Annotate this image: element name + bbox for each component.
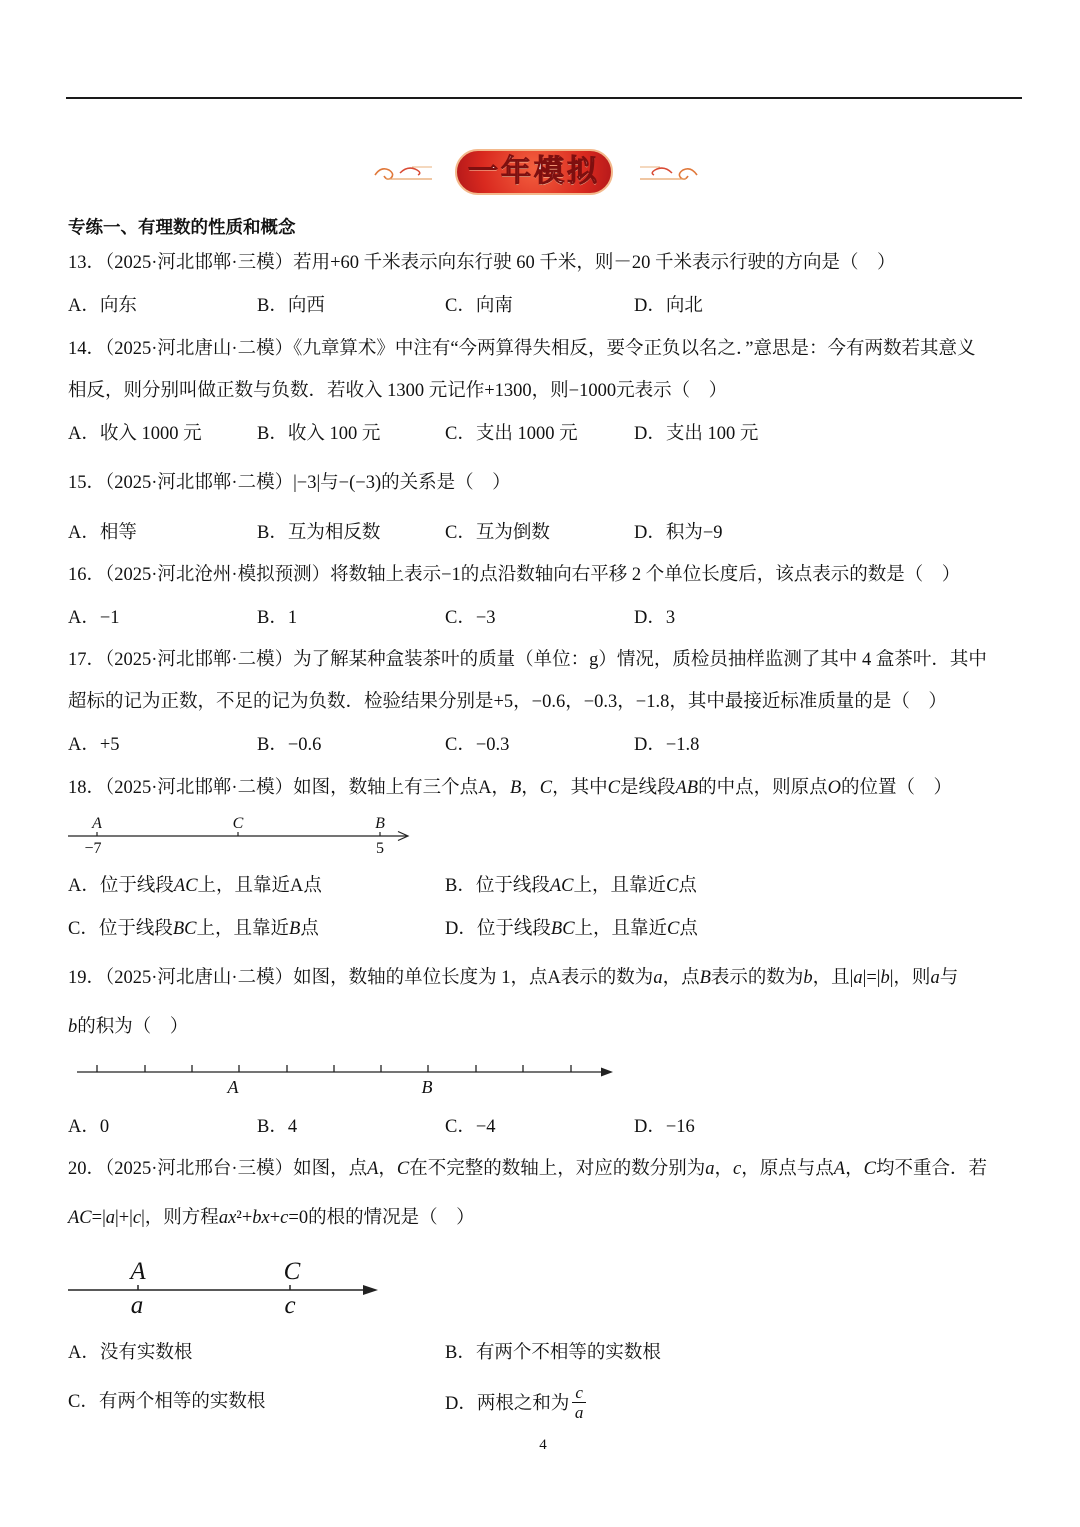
text-segment: ， bbox=[714, 1159, 734, 1179]
option-label: B． bbox=[257, 523, 288, 543]
option-text bbox=[288, 735, 322, 755]
banner-badge bbox=[455, 149, 613, 195]
text-segment: 向西 bbox=[287, 296, 325, 316]
number-line-figure bbox=[60, 1252, 390, 1322]
math-variable: a bbox=[705, 1159, 715, 1179]
text-segment: 16．（2025·河北沧州·模拟预测）将数轴上表示−1的点沿数轴向右平移 2 个单位长度后，该点表示的数是（ ） bbox=[68, 565, 961, 585]
option-label: A． bbox=[68, 296, 100, 316]
math-variable: b bbox=[68, 1017, 78, 1037]
question-stem-continued bbox=[68, 1206, 475, 1230]
option-a bbox=[68, 294, 137, 318]
option-label: A． bbox=[68, 523, 100, 543]
point-label-b: B bbox=[421, 1077, 433, 1097]
option-d bbox=[445, 1382, 586, 1422]
fraction-numerator: c bbox=[572, 1384, 586, 1403]
option-c bbox=[68, 917, 319, 941]
option-d bbox=[445, 917, 698, 941]
option-text bbox=[476, 735, 510, 755]
option-label: C． bbox=[445, 424, 476, 444]
section-title: 专练一、有理数的性质和概念 bbox=[68, 218, 296, 238]
option-label: B． bbox=[257, 608, 288, 628]
text-segment: ， bbox=[378, 1159, 397, 1179]
text-segment: + bbox=[269, 1208, 281, 1228]
math-variable: B bbox=[509, 778, 522, 798]
option-text bbox=[476, 876, 697, 896]
text-segment: 向南 bbox=[475, 296, 513, 316]
option-a bbox=[68, 1115, 109, 1139]
option-text bbox=[666, 1117, 695, 1137]
math-variable: BC bbox=[172, 919, 197, 939]
text-segment: 19．（2025·河北唐山·二模）如图，数轴的单位长度为 1，点A表示的数为 bbox=[68, 968, 654, 988]
text-segment: 的位置（ ） bbox=[840, 778, 952, 798]
point-label-a: A bbox=[130, 1258, 146, 1285]
fraction-denominator: a bbox=[574, 1402, 584, 1422]
option-d bbox=[634, 733, 699, 757]
axis-arrow-icon bbox=[601, 1068, 613, 1077]
option-text bbox=[288, 1117, 297, 1137]
math-variable: a bbox=[930, 968, 940, 988]
option-label: C． bbox=[445, 735, 476, 755]
math-variable: AC bbox=[173, 876, 198, 896]
text-segment: 点 bbox=[300, 919, 319, 939]
text-segment: −0.3 bbox=[475, 735, 510, 755]
option-b bbox=[257, 606, 297, 630]
option-text bbox=[476, 1343, 661, 1363]
page-number: 4 bbox=[539, 1437, 547, 1453]
option-label: C． bbox=[445, 608, 476, 628]
text-segment: 位于线段 bbox=[476, 919, 551, 939]
option-text bbox=[476, 296, 513, 316]
option-d bbox=[634, 606, 675, 630]
question-stem bbox=[68, 966, 958, 990]
option-label: B． bbox=[257, 296, 288, 316]
math-variable: c bbox=[280, 1208, 289, 1228]
text-segment: ，且| bbox=[812, 968, 854, 988]
option-text bbox=[666, 523, 723, 543]
question-stem bbox=[68, 1157, 987, 1181]
text-segment: −4 bbox=[475, 1117, 496, 1137]
option-text bbox=[100, 1343, 193, 1363]
option-d bbox=[634, 294, 703, 318]
option-text bbox=[100, 296, 137, 316]
text-segment: 在不完整的数轴上，对应的数分别为 bbox=[409, 1159, 706, 1179]
option-label: B． bbox=[257, 1117, 288, 1137]
text-segment: 表示的数为 bbox=[710, 968, 804, 988]
option-label: D． bbox=[634, 608, 666, 628]
question-stem bbox=[68, 648, 987, 672]
text-segment: 积为−9 bbox=[665, 523, 723, 543]
option-b bbox=[257, 733, 321, 757]
text-segment: =| bbox=[91, 1208, 106, 1228]
option-text bbox=[476, 1117, 496, 1137]
option-label: A． bbox=[68, 424, 100, 444]
option-b bbox=[257, 422, 380, 446]
option-c bbox=[68, 1390, 265, 1414]
point-value-c: c bbox=[284, 1292, 296, 1319]
option-text bbox=[288, 608, 297, 628]
option-text bbox=[288, 424, 381, 444]
point-label-a: A bbox=[92, 815, 102, 832]
text-segment: 位于线段 bbox=[98, 919, 173, 939]
question-stem bbox=[68, 563, 960, 587]
text-segment: 0 bbox=[99, 1117, 110, 1137]
point-label-a: A bbox=[227, 1077, 239, 1097]
option-label: D． bbox=[634, 1117, 666, 1137]
option-label: D． bbox=[634, 523, 666, 543]
question-stem bbox=[68, 776, 952, 800]
math-variable: a bbox=[653, 968, 663, 988]
banner-title: 一年模拟 bbox=[468, 154, 600, 189]
option-label: C． bbox=[445, 1117, 476, 1137]
math-variable: bx bbox=[252, 1208, 270, 1228]
text-segment: 上，且靠近 bbox=[196, 919, 290, 939]
option-c bbox=[445, 422, 578, 446]
option-text bbox=[100, 876, 322, 896]
math-variable: AC bbox=[549, 876, 574, 896]
option-label: A． bbox=[68, 608, 100, 628]
option-d bbox=[634, 1115, 695, 1139]
text-segment: 20．（2025·河北邢台·三模）如图，点 bbox=[68, 1159, 368, 1179]
math-variable: BC bbox=[550, 919, 575, 939]
math-variable: b bbox=[880, 968, 890, 988]
option-text bbox=[100, 735, 120, 755]
ornament-left-icon bbox=[372, 159, 436, 185]
text-segment: 收入 100 元 bbox=[287, 424, 381, 444]
math-variable: B bbox=[289, 919, 301, 939]
option-label: C． bbox=[445, 296, 476, 316]
math-variable: c bbox=[132, 1208, 142, 1228]
option-text bbox=[666, 735, 700, 755]
option-label: B． bbox=[445, 876, 476, 896]
option-b bbox=[257, 521, 380, 545]
option-a bbox=[68, 874, 322, 898]
option-label: A． bbox=[68, 1117, 100, 1137]
option-text bbox=[288, 523, 381, 543]
text-segment: 支出 1000 元 bbox=[475, 424, 578, 444]
option-text bbox=[100, 424, 202, 444]
text-segment: 1 bbox=[287, 608, 298, 628]
option-label: A． bbox=[68, 876, 100, 896]
math-variable: ax bbox=[218, 1208, 237, 1228]
text-segment: 互为倒数 bbox=[475, 523, 550, 543]
text-segment: ，其中 bbox=[552, 778, 608, 798]
question-stem bbox=[68, 251, 896, 275]
point-value-b: 5 bbox=[376, 840, 384, 857]
option-text bbox=[100, 608, 120, 628]
option-label: C． bbox=[445, 523, 476, 543]
math-variable: O bbox=[827, 778, 841, 798]
math-variable: C bbox=[667, 919, 680, 939]
option-label: D． bbox=[445, 919, 477, 939]
ornament-right-icon bbox=[636, 159, 700, 185]
option-b bbox=[445, 1341, 661, 1365]
text-segment: 有两个不相等的实数根 bbox=[475, 1343, 661, 1363]
text-segment: 相反，则分别叫做正数与负数．若收入 1300 元记作+1300，则−1000元表示（ ） bbox=[68, 381, 728, 401]
option-label: A． bbox=[68, 1343, 100, 1363]
text-segment: 与 bbox=[939, 968, 959, 988]
text-segment: −0.6 bbox=[287, 735, 322, 755]
option-c bbox=[445, 521, 550, 545]
option-text bbox=[666, 608, 675, 628]
option-a bbox=[68, 1341, 192, 1365]
point-value-a: a bbox=[130, 1292, 144, 1319]
text-segment: 支出 100 元 bbox=[665, 424, 759, 444]
text-segment: 18．（2025·河北邯郸·二模）如图，数轴上有三个点A， bbox=[68, 778, 510, 798]
text-segment: 上，且靠近A点 bbox=[197, 876, 322, 896]
text-segment: −16 bbox=[665, 1117, 695, 1137]
text-segment: 13．（2025·河北邯郸·三模）若用+60 千米表示向东行驶 60 千米，则－20 千米表示行驶的方向是（ ） bbox=[68, 253, 896, 273]
point-label-c: C bbox=[232, 815, 244, 832]
text-segment: ， bbox=[521, 778, 540, 798]
math-variable: c bbox=[733, 1159, 742, 1179]
text-segment: 位于线段 bbox=[99, 876, 174, 896]
option-a bbox=[68, 733, 120, 757]
question-stem bbox=[68, 337, 976, 361]
option-label: D． bbox=[634, 735, 666, 755]
text-segment: ²+ bbox=[236, 1208, 253, 1228]
text-segment: 点 bbox=[678, 876, 697, 896]
option-text bbox=[99, 1392, 266, 1412]
question-stem-continued bbox=[68, 379, 727, 403]
text-segment: 超标的记为正数，不足的记为负数．检验结果分别是+5，−0.6，−0.3，−1.8，其中最接近标准质量的是（ ） bbox=[68, 692, 947, 712]
math-variable: C bbox=[607, 778, 620, 798]
text-segment: 的积为（ ） bbox=[77, 1017, 189, 1037]
option-text bbox=[100, 523, 137, 543]
text-segment: 上，且靠近 bbox=[573, 876, 667, 896]
math-variable: B bbox=[699, 968, 711, 988]
text-segment: 向东 bbox=[99, 296, 137, 316]
number-line-figure bbox=[60, 810, 420, 860]
text-segment: |，则 bbox=[889, 968, 931, 988]
text-segment: 上，且靠近 bbox=[574, 919, 668, 939]
option-c bbox=[445, 733, 509, 757]
math-variable: a bbox=[853, 968, 863, 988]
option-c bbox=[445, 294, 513, 318]
option-c bbox=[445, 606, 496, 630]
text-segment: 17．（2025·河北邯郸·二模）为了解某种盒装茶叶的质量（单位：g）情况，质检员抽样监测了其中 4 盒茶叶．其中 bbox=[68, 650, 987, 670]
text-segment: 3 bbox=[665, 608, 676, 628]
math-variable: C bbox=[539, 778, 553, 798]
option-b bbox=[257, 1115, 297, 1139]
option-text bbox=[99, 919, 319, 939]
text-segment: 向北 bbox=[665, 296, 703, 316]
option-text bbox=[476, 424, 578, 444]
text-segment: 收入 1000 元 bbox=[99, 424, 202, 444]
point-label-c: C bbox=[283, 1258, 301, 1285]
option-label: C． bbox=[68, 1392, 99, 1412]
option-a bbox=[68, 422, 202, 446]
text-segment: +5 bbox=[99, 735, 120, 755]
option-label: A． bbox=[68, 735, 100, 755]
text-segment: 点 bbox=[679, 919, 698, 939]
text-segment: 15．（2025·河北邯郸·二模）|−3|与−(−3)的关系是（ ） bbox=[68, 473, 511, 493]
option-d bbox=[634, 521, 723, 545]
text-segment: 4 bbox=[287, 1117, 298, 1137]
text-segment: 14．（2025·河北唐山·二模）《九章算术》中注有“今两算得失相反，要令正负以名之．”意思是：今有两数若其意义 bbox=[68, 339, 976, 359]
text-segment: |=| bbox=[862, 968, 881, 988]
math-variable: AC bbox=[68, 1208, 92, 1228]
option-text bbox=[477, 919, 698, 939]
text-segment: −1.8 bbox=[665, 735, 700, 755]
option-label: D． bbox=[634, 424, 666, 444]
option-label: C． bbox=[68, 919, 99, 939]
option-text bbox=[666, 296, 703, 316]
option-label: B． bbox=[257, 735, 288, 755]
option-text: 两根之和为 bbox=[476, 1394, 570, 1414]
option-b bbox=[445, 874, 697, 898]
question-stem-continued bbox=[68, 690, 947, 714]
option-text bbox=[100, 1117, 109, 1137]
header-rule bbox=[66, 97, 1022, 99]
text-segment: |+| bbox=[115, 1208, 133, 1228]
fraction bbox=[572, 1384, 586, 1421]
text-segment: 互为相反数 bbox=[287, 523, 381, 543]
option-label: D． bbox=[445, 1394, 477, 1414]
text-segment: 均不重合．若 bbox=[875, 1159, 987, 1179]
number-line-figure bbox=[70, 1055, 620, 1100]
text-segment: 有两个相等的实数根 bbox=[98, 1392, 266, 1412]
option-text bbox=[666, 424, 759, 444]
text-segment: 是线段 bbox=[619, 778, 676, 798]
math-variable: A bbox=[367, 1159, 379, 1179]
option-a bbox=[68, 521, 137, 545]
math-variable: a bbox=[105, 1208, 116, 1228]
question-stem bbox=[68, 471, 511, 495]
option-text bbox=[476, 608, 496, 628]
text-segment: ，点 bbox=[662, 968, 700, 988]
option-a bbox=[68, 606, 120, 630]
option-text bbox=[288, 296, 325, 316]
text-segment: 的中点，则原点 bbox=[698, 778, 828, 798]
math-variable: b bbox=[803, 968, 813, 988]
option-c bbox=[445, 1115, 496, 1139]
text-segment: ，原点与点 bbox=[741, 1159, 834, 1179]
text-segment: −1 bbox=[99, 608, 120, 628]
math-variable: A bbox=[833, 1159, 846, 1179]
math-variable: AB bbox=[675, 778, 699, 798]
text-segment: 相等 bbox=[99, 523, 137, 543]
option-label: B． bbox=[445, 1343, 476, 1363]
text-segment: ， bbox=[845, 1159, 864, 1179]
option-text bbox=[476, 523, 550, 543]
text-segment: 没有实数根 bbox=[99, 1343, 193, 1363]
option-label: D． bbox=[634, 296, 666, 316]
math-variable: C bbox=[863, 1159, 876, 1179]
point-label-b: B bbox=[375, 815, 385, 832]
text-segment: =0的根的情况是（ ） bbox=[288, 1208, 475, 1228]
option-label: B． bbox=[257, 424, 288, 444]
math-variable: C bbox=[666, 876, 679, 896]
option-b bbox=[257, 294, 325, 318]
math-variable: C bbox=[396, 1159, 410, 1179]
option-d bbox=[634, 422, 758, 446]
text-segment: −3 bbox=[475, 608, 496, 628]
text-segment: |，则方程 bbox=[141, 1208, 219, 1228]
point-value-a: −7 bbox=[84, 840, 102, 857]
axis-arrow-icon bbox=[363, 1285, 378, 1295]
question-stem-continued bbox=[68, 1015, 188, 1039]
text-segment: 位于线段 bbox=[475, 876, 550, 896]
